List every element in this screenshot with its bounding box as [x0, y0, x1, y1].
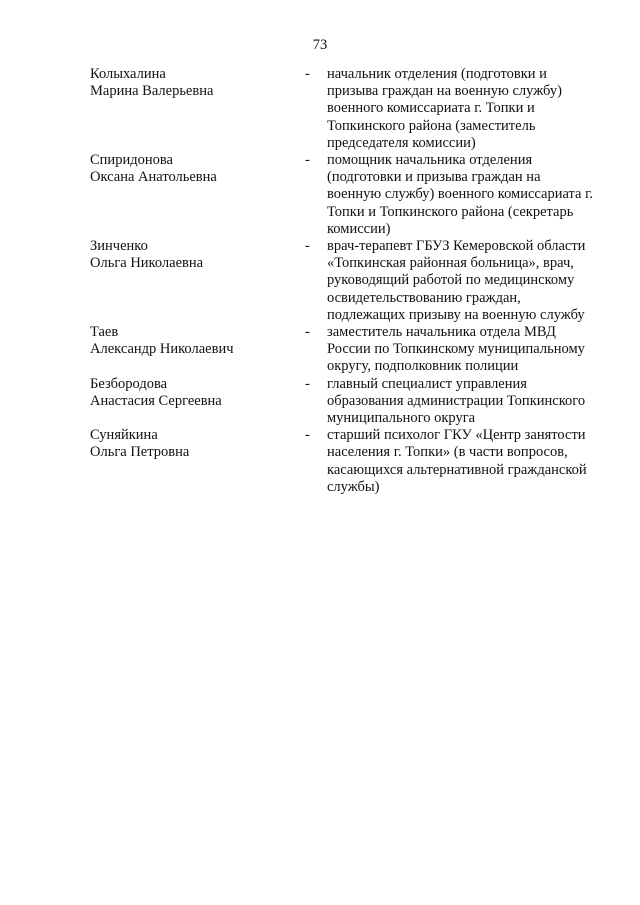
member-name	[90, 376, 290, 410]
member-name	[90, 66, 290, 100]
member-role: врач-терапевт ГБУЗ Кемеровской области «Топкинская районная больница», врач, руководящий работой по медицинскому освидетельствованию граждан, подлежащих призыву на военную службу	[327, 238, 586, 323]
member-role: старший психолог ГКУ «Центр занятости населения г. Топки» (в части вопросов, касающихся альтернативной гражданской службы)	[327, 427, 587, 495]
member-name	[90, 427, 290, 461]
separator-dash: -	[305, 66, 310, 82]
separator-dash: -	[305, 375, 310, 392]
member-surname: Суняйкина	[90, 427, 158, 444]
member-given-names: Анастасия Сергеевна	[90, 392, 222, 409]
separator-dash: -	[305, 324, 310, 341]
member-surname: Спиридонова	[90, 152, 173, 169]
member-name	[90, 324, 290, 358]
member-given-names: Ольга Петровна	[90, 444, 190, 461]
commission-member-list	[0, 66, 640, 496]
member-given-names: Александр Николаевич	[90, 341, 234, 358]
member-surname: Безбородова	[90, 375, 168, 392]
member-name	[90, 238, 290, 272]
page-number: 73	[312, 37, 328, 53]
member-role: заместитель начальника отдела МВД России по Топкинскому муниципальному округу, подполковник полиции	[327, 324, 585, 375]
member-entry	[0, 66, 640, 152]
member-entry	[0, 324, 640, 376]
member-given-names: Марина Валерьевна	[90, 83, 214, 100]
member-name	[90, 152, 290, 186]
member-role: помощник начальника отделения (подготовки и призыва граждан на военную службу) военного комиссариата г. Топки и Топкинского района (секретарь комиссии)	[327, 152, 594, 237]
separator-dash: -	[305, 427, 310, 444]
member-role: начальник отделения (подготовки и призыва граждан на военную службу) военного комиссариата г. Топки и Топкинского района (заместитель председателя комиссии)	[327, 66, 562, 151]
member-surname: Таев	[90, 324, 119, 341]
member-entry	[0, 427, 640, 496]
member-surname: Зинченко	[90, 238, 148, 255]
member-given-names: Ольга Николаевна	[90, 255, 204, 272]
separator-dash: -	[305, 238, 310, 255]
member-entry	[0, 376, 640, 428]
member-given-names: Оксана Анатольевна	[90, 169, 217, 186]
member-entry	[0, 152, 640, 238]
separator-dash: -	[305, 152, 310, 169]
member-entry	[0, 238, 640, 324]
member-surname: Колыхалина	[90, 66, 166, 82]
member-role: главный специалист управления образования администрации Топкинского муниципального округа	[327, 375, 586, 427]
